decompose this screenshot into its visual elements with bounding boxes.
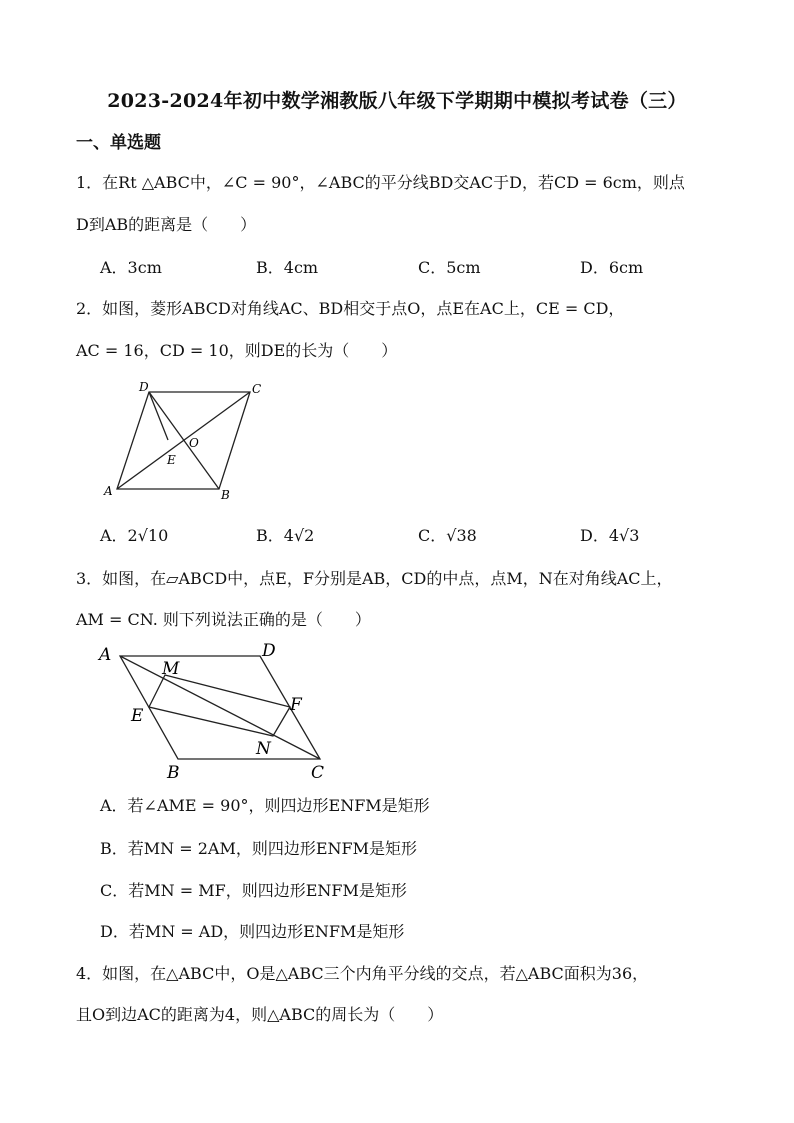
q2-label-o: O bbox=[189, 436, 199, 450]
q3-label-n: N bbox=[256, 739, 271, 759]
q2-label-c: C bbox=[252, 382, 262, 396]
q2-label-d: D bbox=[139, 380, 149, 394]
q4-text-line1: 4．如图，在△ABC中，O是△ABC三个内角平分线的交点，若△ABC面积为36， bbox=[76, 964, 649, 983]
q3-option-a: A．若∠AME = 90°，则四边形ENFM是矩形 bbox=[100, 796, 430, 815]
q1-option-a: A．3cm bbox=[100, 258, 162, 277]
q2-label-e: E bbox=[167, 453, 176, 467]
quadrilateral-enfm bbox=[149, 675, 290, 736]
q1-option-b: B．4cm bbox=[256, 258, 319, 277]
q3-label-f: F bbox=[290, 695, 302, 715]
q1-option-c: C．5cm bbox=[418, 258, 481, 277]
q3-option-d: D．若MN = AD，则四边形ENFM是矩形 bbox=[100, 922, 405, 941]
q3-option-b: B．若MN = 2AM，则四边形ENFM是矩形 bbox=[100, 839, 418, 858]
q1-text-line1: 1．在Rt △ABC中，∠C = 90°，∠ABC的平分线BD交AC于D，若CD = 6cm，则点 bbox=[76, 173, 685, 192]
q2-label-b: B bbox=[221, 488, 230, 502]
q3-parallelogram-figure bbox=[95, 638, 335, 788]
q2-option-d: D．4√3 bbox=[580, 526, 640, 545]
q3-label-e: E bbox=[131, 706, 144, 726]
diagonal-bd bbox=[149, 392, 219, 489]
q2-label-a: A bbox=[104, 484, 113, 498]
q3-label-m: M bbox=[162, 659, 180, 679]
q1-text-line2: D到AB的距离是（ ） bbox=[76, 215, 257, 234]
q2-rhombus-figure bbox=[95, 375, 275, 505]
q3-label-c: C bbox=[311, 763, 325, 783]
q4-text-line2: 且O到边AC的距离为4，则△ABC的周长为（ ） bbox=[76, 1005, 444, 1024]
q2-text-line1: 2．如图，菱形ABCD对角线AC、BD相交于点O，点E在AC上，CE = CD， bbox=[76, 299, 625, 318]
q3-text-line2: AM = CN. 则下列说法正确的是（ ） bbox=[76, 610, 371, 629]
section-heading: 一、单选题 bbox=[76, 133, 161, 153]
q3-label-b: B bbox=[167, 763, 180, 783]
page-title: 2023-2024年初中数学湘教版八年级下学期期中模拟考试卷（三） bbox=[107, 90, 687, 112]
q2-option-a: A．2√10 bbox=[100, 526, 169, 545]
q3-label-a: A bbox=[99, 645, 112, 665]
q3-option-c: C．若MN = MF，则四边形ENFM是矩形 bbox=[100, 881, 407, 900]
q1-option-d: D．6cm bbox=[580, 258, 644, 277]
q2-option-b: B．4√2 bbox=[256, 526, 315, 545]
segment-de bbox=[149, 392, 168, 440]
q2-text-line2: AC = 16，CD = 10，则DE的长为（ ） bbox=[76, 341, 398, 360]
q3-text-line1: 3．如图，在▱ABCD中，点E，F分别是AB，CD的中点，点M，N在对角线AC上， bbox=[76, 569, 673, 588]
q3-label-d: D bbox=[262, 641, 276, 661]
q2-option-c: C．√38 bbox=[418, 526, 477, 545]
